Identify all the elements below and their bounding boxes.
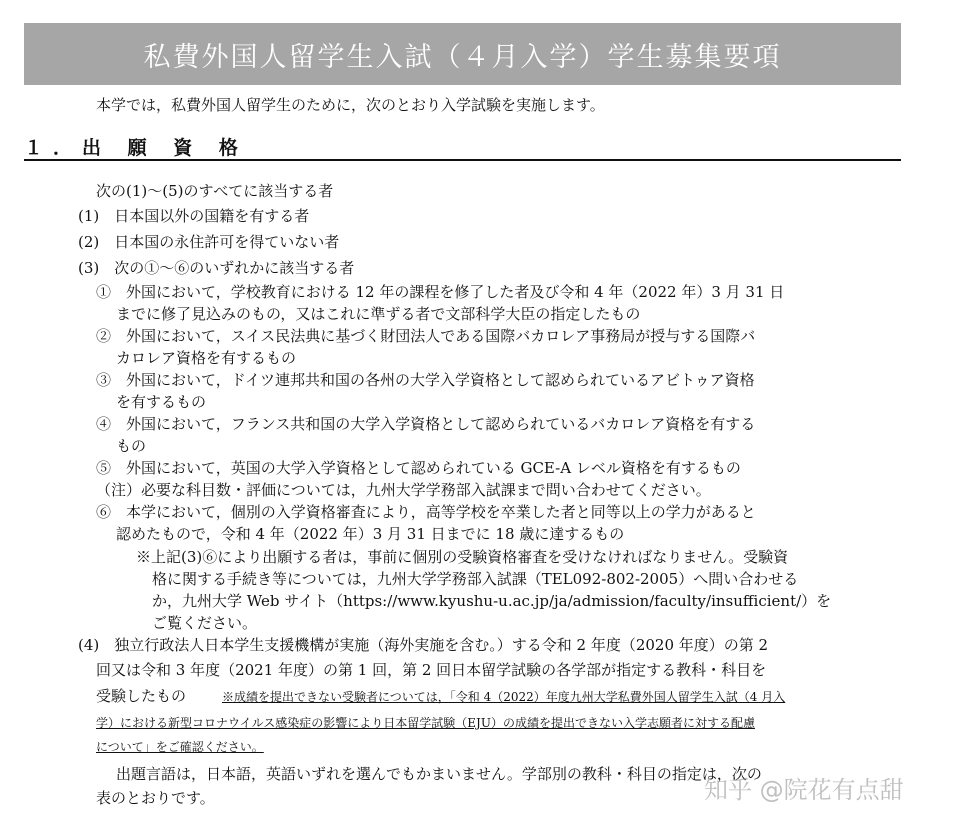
sub-item-4-line2: もの bbox=[116, 437, 147, 455]
sub-item-5-note: （注）必要な科目数・評価については，九州大学学務部入試課まで問い合わせてください。 bbox=[96, 481, 711, 499]
sub-item-6-line2: 認めたもので，令和 4 年（2022 年）3 月 31 日までに 18 歳に達するもの bbox=[116, 525, 625, 543]
item-2: (2) 日本国の永住許可を得ていない者 bbox=[78, 233, 340, 251]
closing-line1: 出題言語は，日本語，英語いずれを選んでもかまいません。学部別の教科・科目の指定は，次の bbox=[116, 765, 762, 783]
sub-item-5: ⑤ 外国において，英国の大学入学資格として認められている GCE-A レベル資格を有するもの bbox=[96, 459, 741, 477]
sub-item-3-line1: ③ 外国において，ドイツ連邦共和国の各州の大学入学資格として認められているアビトゥア資格 bbox=[96, 371, 755, 389]
sub-item-2-line2: カロレア資格を有するもの bbox=[116, 349, 297, 367]
item-3: (3) 次の①〜⑥のいずれかに該当する者 bbox=[78, 259, 355, 277]
item-4-line1: (4) 独立行政法人日本学生支援機構が実施（海外実施を含む。）する令和 2 年度（2020 年度）の第 2 bbox=[78, 636, 769, 654]
sub-item-3-line2: を有するもの bbox=[116, 393, 207, 411]
sub-item-1-line2: までに修了見込みのもの，又はこれに準ずる者で文部科学大臣の指定したもの bbox=[116, 305, 641, 323]
section-1-heading: １．出 願 資 格 bbox=[24, 133, 901, 161]
page-title-banner bbox=[24, 23, 901, 85]
page-title: 私費外国人留学生入試（４月入学）学生募集要項 bbox=[143, 41, 782, 73]
item-1: (1) 日本国以外の国籍を有する者 bbox=[78, 207, 310, 225]
item-4-line3: 受験したもの bbox=[96, 687, 187, 705]
screening-note-line4: ご覧ください。 bbox=[152, 614, 258, 632]
screening-note-line3: か，九州大学 Web サイト（https://www.kyushu-u.ac.jp/ja/admission/faculty/insufficient/）を bbox=[152, 592, 832, 610]
eju-note-line1: ※成績を提出できない受験者については，「令和 4（2022）年度九州大学私費外国人留学生入試（4 月入 bbox=[222, 690, 786, 704]
screening-note-line1: ※上記(3)⑥により出願する者は，事前に個別の受験資格審査を受けなければなりません。受験資 bbox=[136, 548, 789, 566]
sub-item-4-line1: ④ 外国において，フランス共和国の大学入学資格として認められているバカロレア資格を有する bbox=[96, 415, 756, 433]
intro-text: 本学では，私費外国人留学生のために，次のとおり入学試験を実施します。 bbox=[96, 96, 605, 114]
sub-item-2-line1: ② 外国において，スイス民法典に基づく財団法人である国際バカロレア事務局が授与する国際バ bbox=[96, 327, 756, 345]
screening-note-line2: 格に関する手続き等については，九州大学学務部入試課（TEL092-802-2005）へ問い合わせる bbox=[152, 570, 799, 588]
eju-note-line3: について」をご確認ください。 bbox=[96, 740, 264, 754]
closing-line2: 表のとおりです。 bbox=[96, 789, 215, 807]
eju-note-line2: 学）における新型コロナウイルス感染症の影響により日本留学試験（EJU）の成績を提出できない入学志願者に対する配慮 bbox=[96, 716, 755, 730]
watermark: 知乎 @院花有点甜 bbox=[704, 776, 904, 804]
item-4-line2: 回又は令和 3 年度（2021 年度）の第 1 回，第 2 回日本留学試験の各学部が指定する教科・科目を bbox=[96, 661, 767, 679]
sub-item-6-line1: ⑥ 本学において，個別の入学資格審査により，高等学校を卒業した者と同等以上の学力があると bbox=[96, 503, 756, 521]
eligibility-lead: 次の(1)〜(5)のすべてに該当する者 bbox=[96, 182, 334, 200]
sub-item-1-line1: ① 外国において，学校教育における 12 年の課程を修了した者及び令和 4 年（2022 年）3 月 31 日 bbox=[96, 283, 785, 301]
